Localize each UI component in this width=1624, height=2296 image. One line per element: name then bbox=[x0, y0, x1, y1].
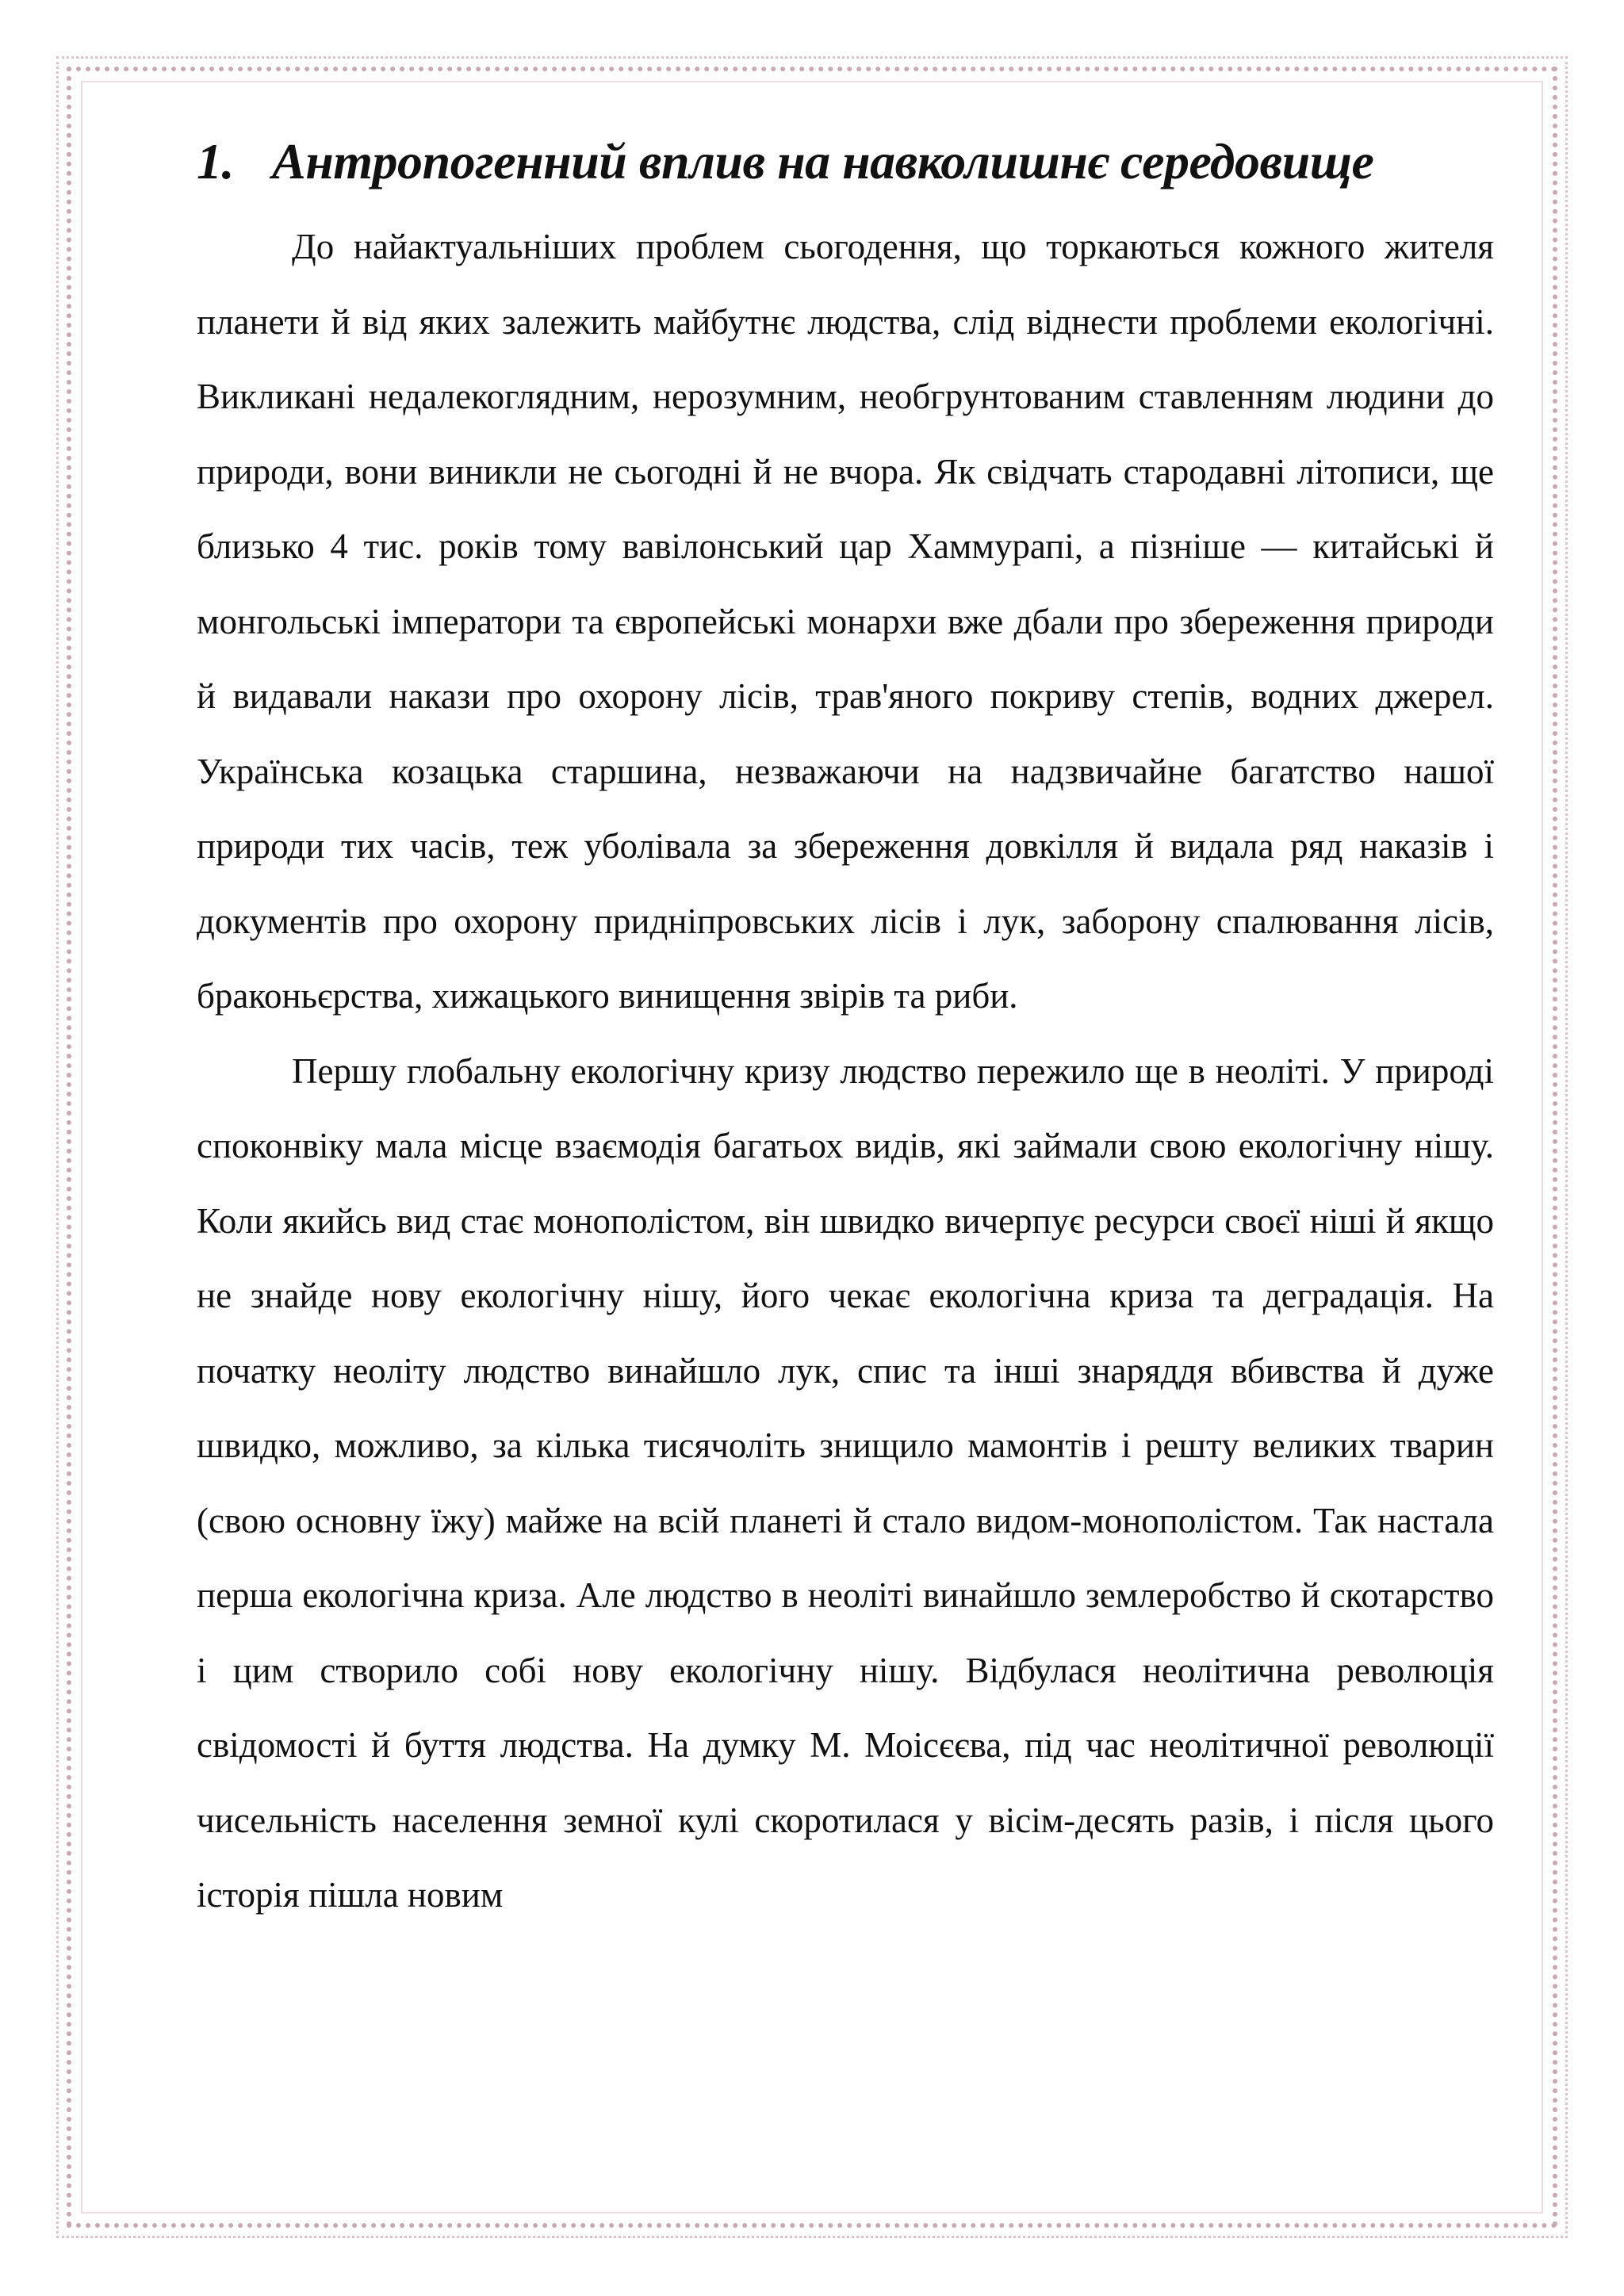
document-body bbox=[197, 119, 1494, 1933]
section-title: Антропогенний вплив на навколишнє середовище bbox=[272, 133, 1374, 189]
section-heading bbox=[197, 119, 1494, 205]
paragraph-1: До найактуальніших проблем сьогодення, що торкаються кожного жителя планети й від яких залежить майбутнє людства, слід віднести проблеми екологічні. Викликані недалекоглядним, нерозумним, необгрунтованим ставленням людини до природи, вони виникли не сьогодні й не вчора. Як свідчать стародавні літописи, ще близько 4 тис. років тому вавілонський цар Хаммурапі, а пізніше — китайські й монгольські імператори та європейські монархи вже дбали про збереження природи й видавали накази про охорону лісів, трав'яного покриву степів, водних джерел. Українська козацька старшина, незважаючи на надзвичайне багатство нашої природи тих часів, теж уболівала за збереження довкілля й видала ряд наказів і документів про охорону придніпровських лісів і лук, заборону спалювання лісів, браконьєрства, хижацького винищення звірів та риби. bbox=[197, 227, 1494, 1016]
paragraph-2: Першу глобальну екологічну кризу людство пережило ще в неоліті. У природі споконвіку мала місце взаємодія багатьох видів, які займали свою екологічну нішу. Коли якийсь вид стає монополістом, він швидко вичерпує ресурси своєї ніші й якщо не знайде нову екологічну нішу, його чекає екологічна криза та деградація. На початку неоліту людство винайшло лук, спис та інші знаряддя вбивства й дуже швидко, можливо, за кілька тисячоліть знищило мамонтів і решту великих тварин (свою основну їжу) майже на всій планеті й стало видом-монополістом. Так настала перша екологічна криза. Але людство в неоліті винайшло землеробство й скотарство і цим створило собі нову екологічну нішу. Відбулася неолітична революція свідомості й буття людства. На думку М. Моісєєва, під час неолітичної революції чисельність населення земної кулі скоротилася у вісім-десять разів, і після цього історія пішла новим bbox=[197, 1050, 1494, 1915]
section-number: 1. bbox=[197, 133, 234, 189]
